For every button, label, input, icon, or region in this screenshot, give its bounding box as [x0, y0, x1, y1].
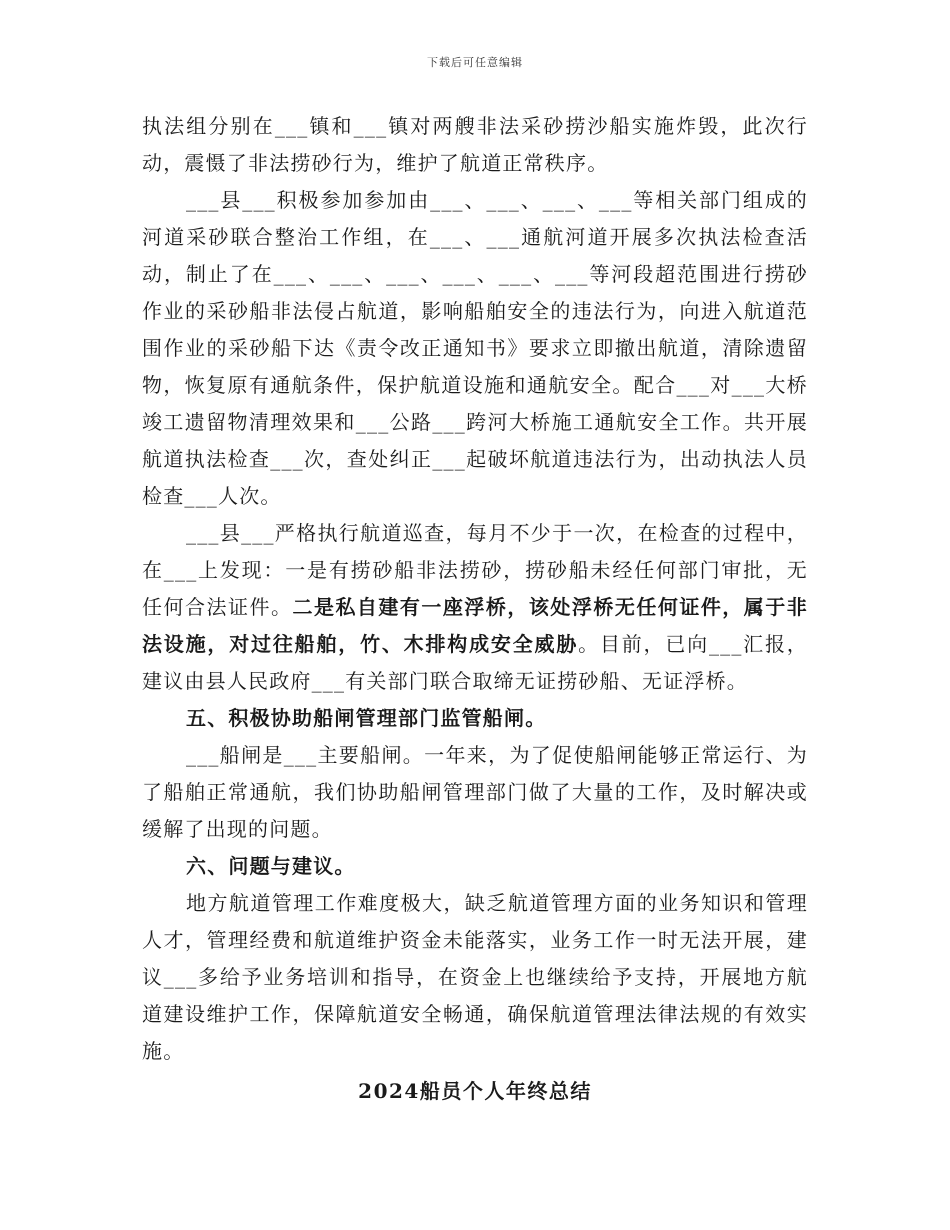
paragraph-joint-task-force: ___县___积极参加参加由___、___、___、___等相关部门组成的河道采砂联合整治工作组，在___、___通航河道开展多次执法检查活动，制止了在___、___、___、___、___、___等河段超范围进行捞砂作业的采砂船非法侵占航道，影响船舶安全的违法行为，向进入航道范围作业的采砂船下达《责令改正通知书》要求立即撤出航道，清除遗留物，恢复原有通航条件，保护航道设施和通航安全。配合___对___大桥竣工遗留物清理效果和___公路___跨河大桥施工通航安全工作。共开展航道执法检查___次，查处纠正___起破坏航道违法行为，出动执法人员检查___人次。 — [142, 188, 808, 508]
paragraph-patrol-inspection — [142, 515, 808, 700]
document-body — [142, 108, 808, 1070]
document-title: 2024船员个人年终总结 — [358, 1079, 592, 1103]
patrol-text-end: 。目前，已向___汇报，建议由县人民政府___有关部门联合取缔无证捞砂船、无证浮桥。 — [142, 632, 809, 693]
patrol-text-bold: 二是私自建有一座浮桥，该处浮桥无任何证件，属于非法设施，对过往船舶，竹、木排构成安全威胁 — [142, 595, 808, 656]
section-heading-five: 五、积极协助船闸管理部门监管船闸。 — [186, 706, 547, 730]
paragraph-enforcement-blasting: 执法组分别在___镇和___镇对两艘非法采砂捞沙船实施炸毁，此次行动，震慑了非法捞砂行为，维护了航道正常秩序。 — [142, 114, 808, 175]
patrol-text-start: ___县___严格执行航道巡查，每月不少于一次，在检查的过程中，在___上发现：一是有捞砂船非法捞砂，捞砂船未经任何部门审批，无任何合法证件。 — [142, 521, 808, 619]
paragraph-problems-suggestions: 地方航道管理工作难度极大，缺乏航道管理方面的业务知识和管理人才，管理经费和航道维护资金未能落实，业务工作一时无法开展，建议___多给予业务培训和指导，在资金上也继续给予支持，开展地方航道建设维护工作，保障航道安全畅通，确保航道管理法律法规的有效实施。 — [142, 891, 808, 1063]
page-header: 下载后可任意编辑 — [427, 56, 523, 69]
paragraph-ship-lock: ___船闸是___主要船闸。一年来，为了促使船闸能够正常运行、为了船舶正常通航，我们协助船闸管理部门做了大量的工作，及时解决或缓解了出现的问题。 — [142, 743, 808, 841]
section-heading-six: 六、问题与建议。 — [186, 854, 356, 878]
